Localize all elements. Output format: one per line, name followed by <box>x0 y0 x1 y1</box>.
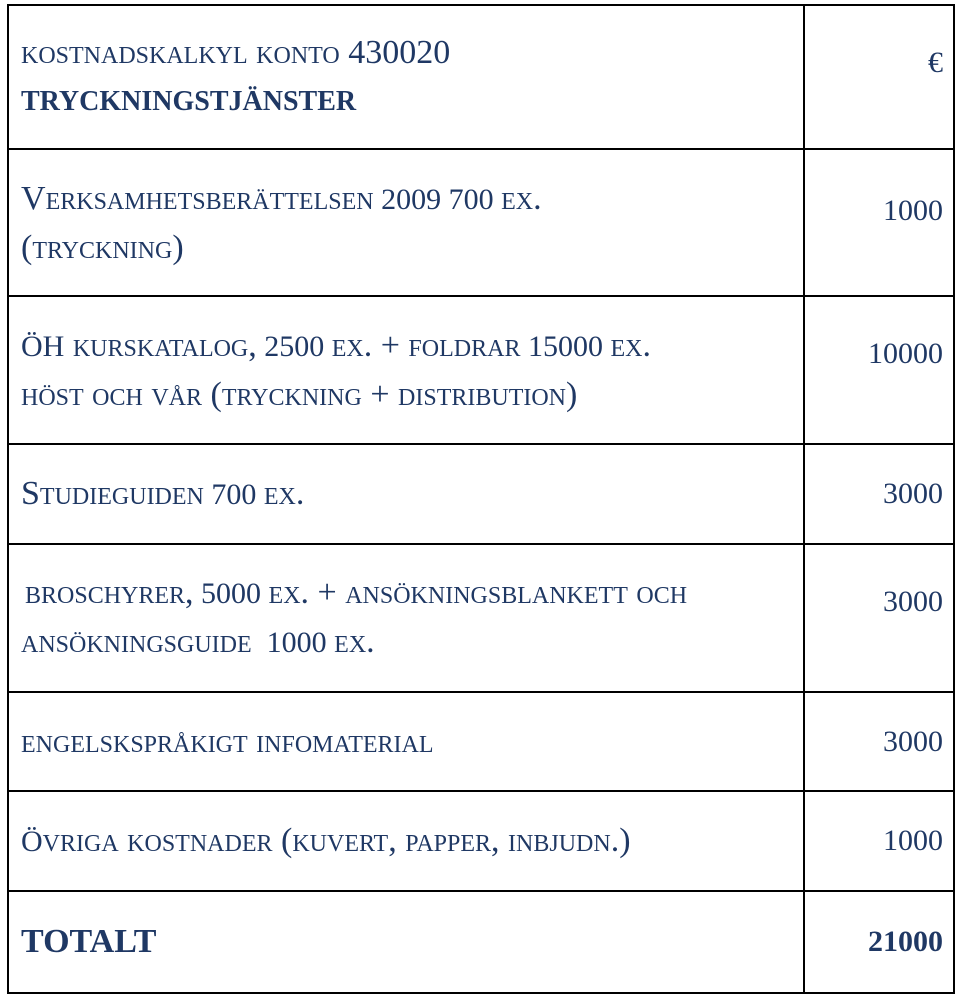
row-amount <box>804 444 954 544</box>
amount-value: 10000 <box>868 337 943 370</box>
text-part: kurskatalog, <box>64 327 257 364</box>
initial-letter: S <box>21 474 40 512</box>
initial-letter: V <box>21 179 46 217</box>
row-description <box>8 692 804 791</box>
row-description-line1 <box>21 470 803 519</box>
text-part: ansökningsguide <box>21 623 252 660</box>
table-row <box>8 444 954 544</box>
row-description-line1 <box>21 817 803 866</box>
row-description-line1 <box>21 322 803 371</box>
header-title-account: konto 430020 <box>247 34 451 71</box>
table-header-row <box>8 5 954 149</box>
number-part: 1000 <box>251 626 335 659</box>
header-subtitle: TRYCKNINGSTJÄNSTER <box>21 86 357 117</box>
total-label-cell <box>8 891 804 993</box>
total-row <box>8 891 954 993</box>
total-amount-cell <box>804 891 954 993</box>
currency-header-cell <box>804 5 954 149</box>
text-part: ex. <box>263 474 305 512</box>
row-description-line2 <box>21 618 803 667</box>
row-description-line1 <box>21 569 803 618</box>
text-part: ex. <box>610 327 651 364</box>
row-description-line2: höst och vår (tryckning + distribution) <box>21 376 578 413</box>
initial-letter: ÖH <box>21 330 65 363</box>
table-row <box>8 296 954 444</box>
initial-letter: Ö <box>21 824 43 858</box>
text-part: ex. + ansökningsblankett och <box>268 574 688 611</box>
text-part: ex. + foldrar <box>331 327 521 364</box>
row-description <box>8 444 804 544</box>
header-title-cell <box>8 5 804 149</box>
amount-value: 3000 <box>883 724 943 758</box>
row-amount <box>804 791 954 891</box>
number-part: 2009 700 <box>373 182 502 216</box>
table-row <box>8 544 954 692</box>
row-description-line2: (tryckning) <box>21 228 184 266</box>
total-label: TOTALT <box>21 922 157 960</box>
row-description-line1: engelskspråkigt infomaterial <box>21 723 434 760</box>
row-description-line1 <box>21 175 803 224</box>
text-part: ex. <box>501 179 542 217</box>
row-amount <box>804 692 954 791</box>
amount-value: 1000 <box>883 824 943 857</box>
row-description <box>8 791 804 891</box>
text-part: tudieguiden <box>39 474 204 512</box>
currency-symbol: € <box>928 46 943 79</box>
row-amount <box>804 544 954 692</box>
header-title-line1 <box>21 29 803 78</box>
total-amount: 21000 <box>868 925 943 958</box>
row-amount <box>804 296 954 444</box>
text-part: erksamhetsberättelsen <box>45 179 374 217</box>
cost-calculation-table <box>7 4 955 994</box>
text-part: vriga kostnader (kuvert, papper, inbjudn.) <box>42 821 631 859</box>
row-description <box>8 544 804 692</box>
number-part: 2500 <box>256 330 332 363</box>
amount-value: 1000 <box>883 194 943 227</box>
text-part: broschyrer, <box>25 574 194 611</box>
table-row <box>8 791 954 891</box>
number-part: 15000 <box>520 330 611 363</box>
text-part: ex. <box>334 623 375 660</box>
number-part: 700 <box>203 477 264 511</box>
table-row <box>8 149 954 296</box>
table-row <box>8 692 954 791</box>
row-amount <box>804 149 954 296</box>
number-part: 5000 <box>193 577 269 610</box>
amount-value: 3000 <box>883 585 943 618</box>
header-title-main: kostnadskalkyl <box>21 34 248 71</box>
row-description <box>8 296 804 444</box>
amount-value: 3000 <box>883 477 943 510</box>
row-description <box>8 149 804 296</box>
